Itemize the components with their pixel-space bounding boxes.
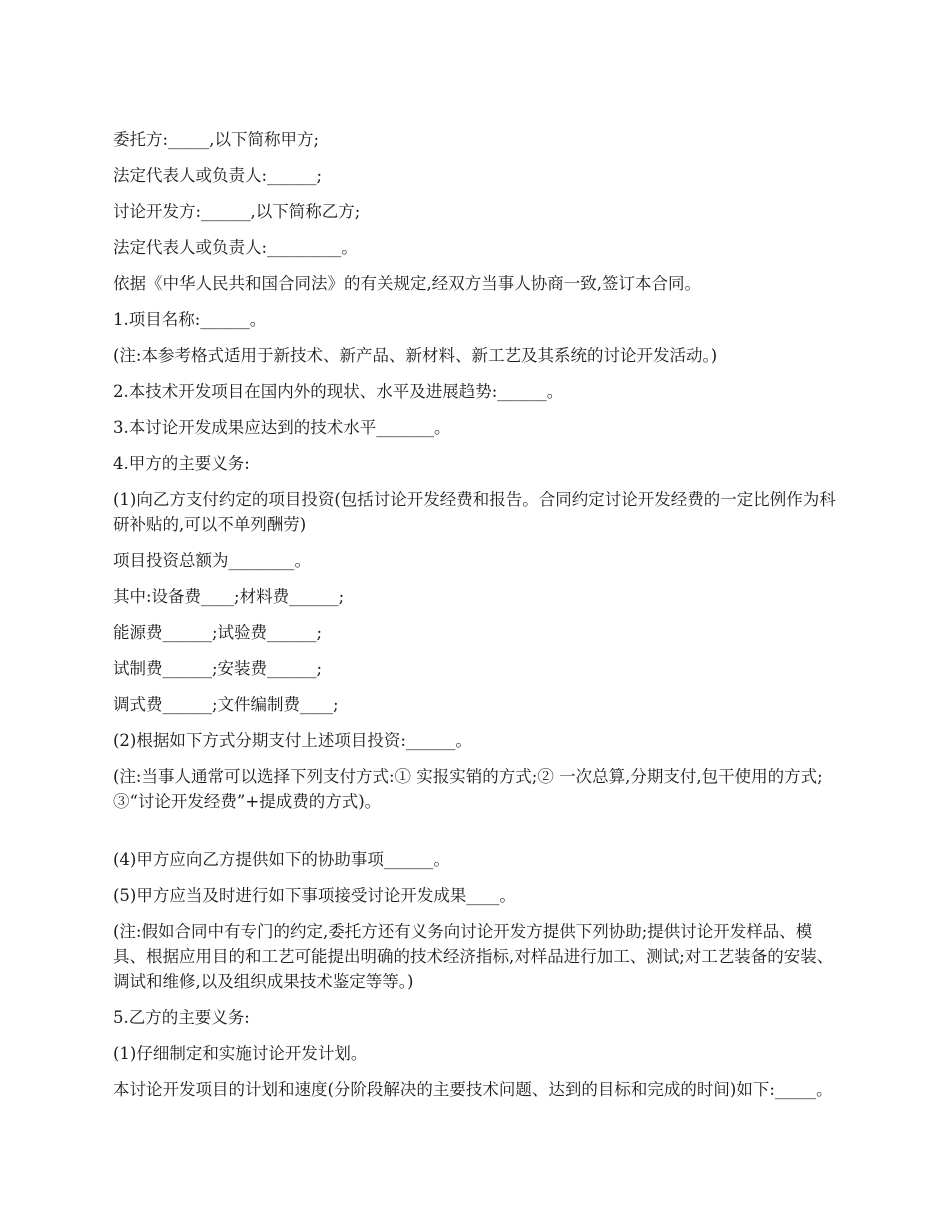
paragraph-accept-results: (5)甲方应当及时进行如下事项接受讨论开发成果____。 — [113, 886, 516, 905]
blank-spacer — [113, 825, 843, 847]
paragraph-investment-payment: (1)向乙方支付约定的项目投资(包括讨论开发经费和报告。合同约定讨论开发经费的一定比例作为科研补贴的,可以不单列酬劳) — [113, 490, 836, 534]
paragraph-principal: 委托方:_____,以下简称甲方; — [113, 130, 320, 149]
paragraph-plan-schedule: 本讨论开发项目的计划和速度(分阶段解决的主要技术问题、达到的目标和完成的时间)如下:_____。 — [113, 1080, 833, 1099]
paragraph-note-scope: (注:本参考格式适用于新技术、新产品、新材料、新工艺及其系统的讨论开发活动。) — [113, 346, 718, 365]
paragraph-tech-level: 3.本讨论开发成果应达到的技术水平_______。 — [113, 418, 451, 437]
paragraph-assistance-items: (4)甲方应向乙方提供如下的协助事项______。 — [113, 850, 450, 869]
paragraph-principal-representative: 法定代表人或负责人:______; — [113, 166, 323, 185]
document-body — [113, 127, 843, 1113]
paragraph-cost-debug-documentation: 调式费______;文件编制费____; — [113, 695, 339, 714]
paragraph-cost-energy-testing: 能源费______;试验费______; — [113, 623, 323, 642]
paragraph-preamble: 依据《中华人民共和国合同法》的有关规定,经双方当事人协商一致,签订本合同。 — [113, 274, 701, 293]
paragraph-status-trend: 2.本技术开发项目在国内外的现状、水平及进展趋势:______。 — [113, 382, 564, 401]
paragraph-cost-equipment-materials: 其中:设备费____;材料费______; — [113, 587, 345, 606]
paragraph-investment-total: 项目投资总额为________。 — [113, 551, 311, 570]
section-heading-party-b-duties: 5.乙方的主要义务: — [113, 1008, 250, 1027]
paragraph-note-assistance: (注:假如合同中有专门的约定,委托方还有义务向讨论开发方提供下列协助;提供讨论开发样品、模具、根据应用目的和工艺可能提出明确的技术经济指标,对样品进行加工、测试;对工艺装备的安装、调试和维修,以及组织成果技术鉴定等等。) — [113, 922, 834, 991]
paragraph-development-plan: (1)仔细制定和实施讨论开发计划。 — [113, 1044, 368, 1063]
paragraph-cost-trial-installation: 试制费______;安装费______; — [113, 659, 323, 678]
paragraph-developer: 讨论开发方:______,以下简称乙方; — [113, 202, 361, 221]
paragraph-project-name: 1.项目名称:______。 — [113, 310, 267, 329]
section-heading-party-a-duties: 4.甲方的主要义务: — [113, 454, 250, 473]
paragraph-developer-representative: 法定代表人或负责人:_________。 — [113, 238, 358, 257]
paragraph-note-payment-methods: (注:当事人通常可以选择下列支付方式:① 实报实销的方式;② 一次总算,分期支付,包干使用的方式;③“讨论开发经费”+提成费的方式)。 — [113, 767, 823, 811]
paragraph-installment-payment: (2)根据如下方式分期支付上述项目投资:______。 — [113, 731, 472, 750]
